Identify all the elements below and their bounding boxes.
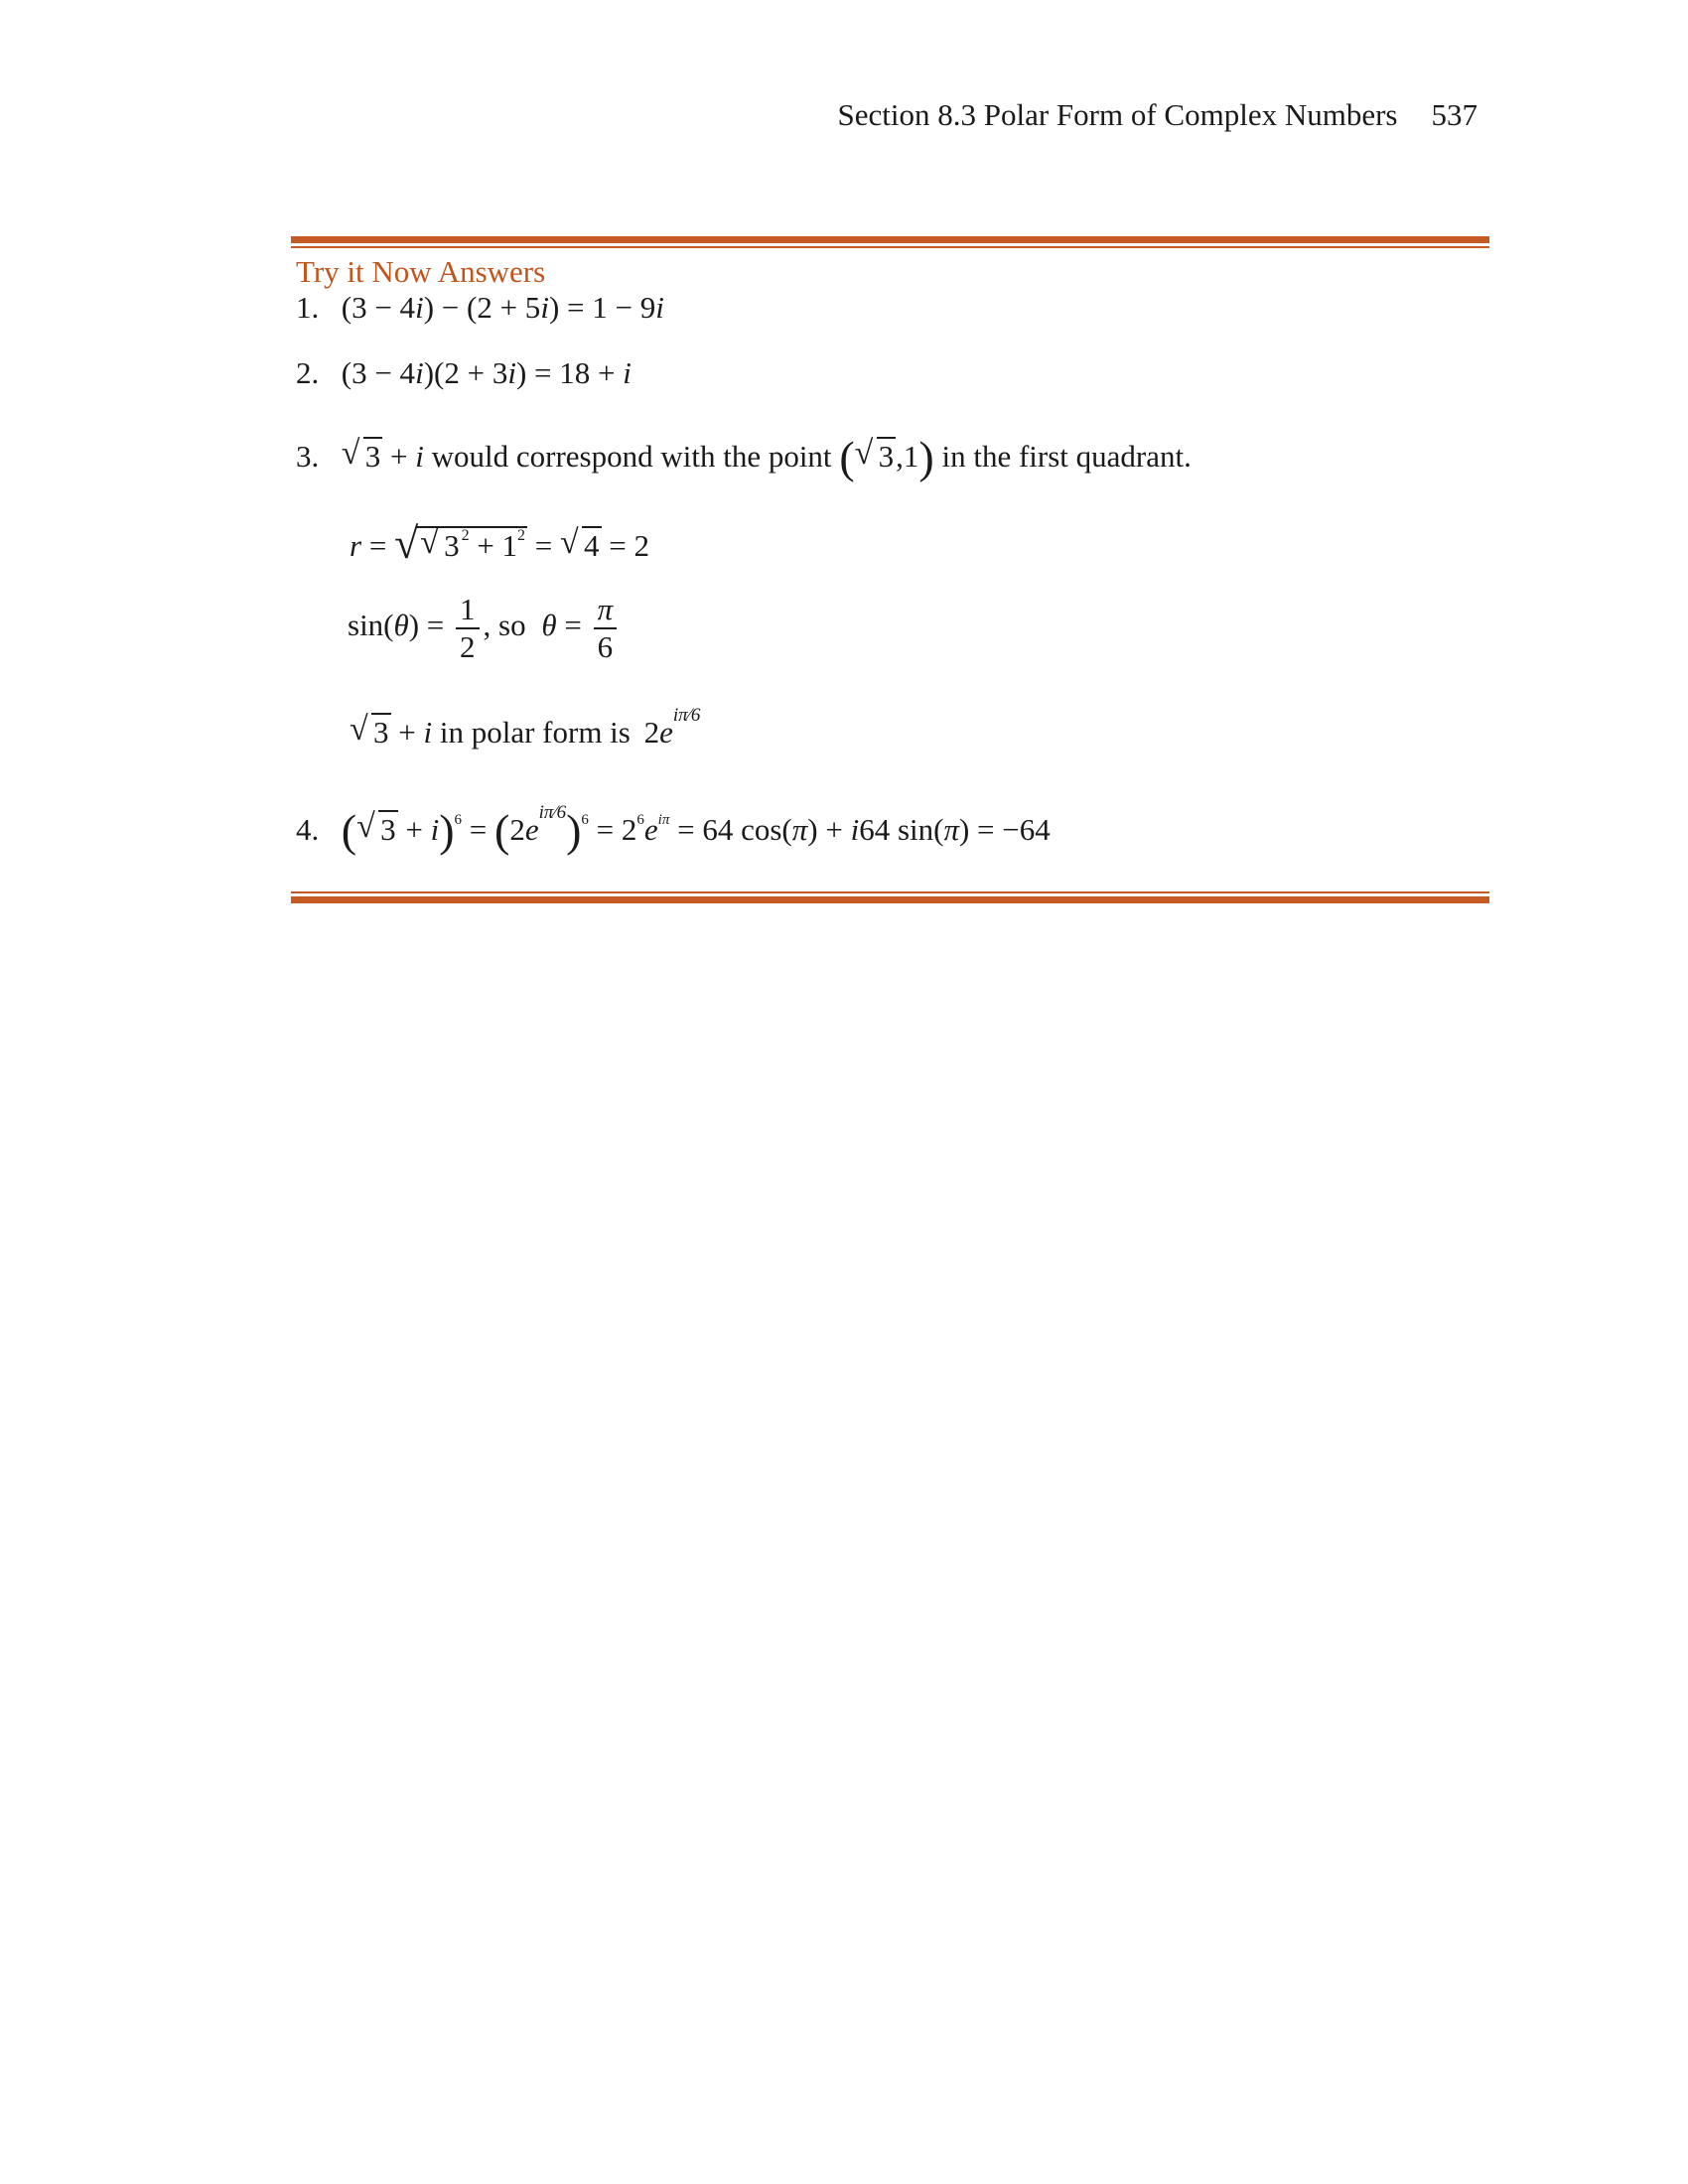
fraction-pi-over-six: $\frac{\pi}{6}$: [594, 592, 618, 665]
polar-form-line: √ 3 + i in polar form is 2eiπ⁄6: [350, 705, 701, 750]
answer-1: [296, 290, 664, 326]
page-header: [838, 97, 1477, 133]
answer-3-text: would correspond with the point: [431, 439, 832, 474]
angle-equation: sin(θ) = $\frac{1}{2}$ , so θ = $\frac{\pi}{6}$: [348, 592, 621, 665]
box-title: Try it Now Answers: [296, 254, 546, 289]
answer-number: 2.: [296, 355, 320, 390]
bottom-rule: [291, 891, 1489, 903]
answer-3: [296, 431, 1192, 483]
modulus-equation: r = √ √ 3 $^2 + 1^2$ = √ 4 = 2: [350, 519, 650, 568]
complex-number: √ 3 + i: [341, 435, 424, 474]
answer-2: [296, 355, 632, 391]
answer-number: 4.: [296, 812, 320, 847]
polar-text: in polar form is: [439, 715, 631, 750]
answer-number: 1.: [296, 290, 320, 325]
fraction-one-half: $\frac{1}{2}$: [456, 592, 480, 665]
answer-3-text-end: in the first quadrant.: [941, 439, 1192, 474]
answer-number: 3.: [296, 439, 320, 474]
page-number: 537: [1431, 97, 1477, 132]
answer-4-equation: ( √ 3 + i)$^6$ = (2eiπ⁄6)$^6$ = $2^6e^{i\pi} = 64$ cos(π) + i64 sin(π) = −64: [341, 802, 1051, 856]
answer-2-equation: (3 − 4i)(2 + 3i) = 18 + i: [341, 355, 632, 390]
answer-4: [296, 804, 1051, 857]
top-rule: [291, 236, 1489, 248]
point: ( √ 3,1): [839, 432, 934, 482]
answer-1-equation: (3 − 4i) − (2 + 5i) = 1 − 9i: [341, 290, 664, 325]
section-title: Section 8.3 Polar Form of Complex Numbers: [837, 97, 1398, 132]
